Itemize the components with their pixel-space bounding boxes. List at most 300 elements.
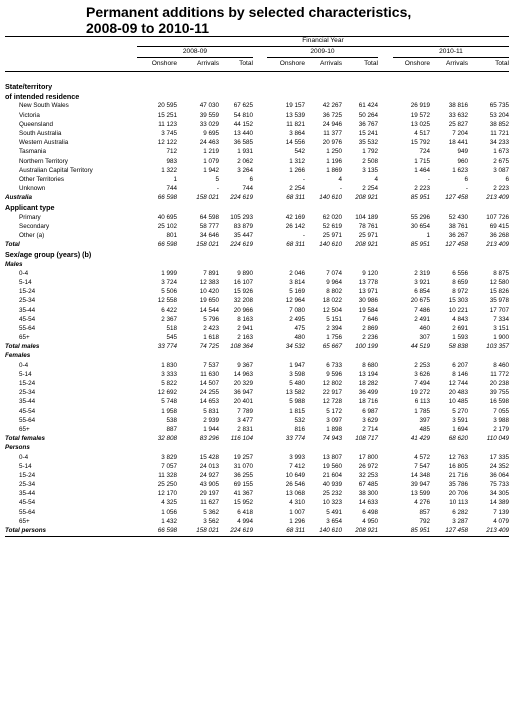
table-cell: 140 610 — [319, 241, 342, 249]
table-row — [5, 508, 509, 517]
table-cell: 34 646 — [199, 232, 219, 239]
table-cell: 480 — [294, 334, 305, 342]
table-cell: 34 532 — [285, 343, 305, 351]
table-cell: 9 596 — [326, 370, 342, 378]
table-cell: 127 458 — [445, 194, 468, 202]
table-cell: 127 458 — [445, 527, 468, 534]
row-label: 15-24 — [19, 288, 36, 296]
table-cell: 26 142 — [285, 222, 305, 230]
table-cell: 5 988 — [289, 398, 305, 406]
table-cell: 6 — [249, 175, 253, 183]
table-cell: 3 598 — [289, 370, 305, 378]
table-cell: 12 558 — [157, 297, 177, 305]
table-cell: 4 843 — [452, 315, 468, 323]
table-cell: 744 — [242, 185, 253, 193]
table-cell: 6 422 — [161, 306, 177, 314]
row-label: Sex/age group (years) (b) — [5, 250, 92, 260]
table-cell: 13 971 — [358, 288, 378, 296]
table-cell: 26 919 — [410, 102, 430, 110]
column-header: Total — [364, 60, 378, 67]
year-group-label: 2008-09 — [182, 48, 208, 55]
table-cell: 20 483 — [448, 389, 468, 397]
table-cell: 67 625 — [233, 102, 253, 110]
table-cell: 1 942 — [203, 166, 219, 174]
table-cell: 10 113 — [449, 499, 468, 507]
table-cell: 1 322 — [161, 166, 177, 174]
row-label: New South Wales — [19, 102, 69, 110]
table-cell: 12 504 — [322, 306, 342, 314]
table-cell: 887 — [166, 425, 177, 433]
table-cell: - — [302, 175, 305, 183]
table-row — [5, 453, 509, 462]
table-cell: 107 726 — [486, 213, 509, 221]
row-label: 55-64 — [19, 416, 36, 424]
table-cell: 6 113 — [414, 398, 430, 406]
table-cell: 22 917 — [322, 389, 342, 397]
row-label: Applicant type — [5, 203, 55, 213]
table-cell: 12 170 — [157, 490, 177, 498]
table-cell: 104 189 — [355, 213, 378, 221]
table-cell: 8 802 — [326, 288, 342, 296]
table-cell: 7 080 — [289, 306, 305, 314]
table-cell: 158 021 — [196, 241, 219, 249]
table-cell: 13 807 — [322, 453, 342, 461]
table-cell: 33 774 — [157, 343, 177, 351]
table-cell: 108 364 — [230, 343, 253, 351]
table-cell: 50 264 — [358, 111, 378, 119]
table-cell: 74 725 — [199, 343, 219, 351]
table-cell: 54 810 — [233, 111, 253, 119]
table-cell: 85 951 — [410, 241, 430, 249]
table-cell: 34 305 — [489, 490, 509, 498]
row-label: Unknown — [19, 185, 46, 193]
table-cell: 4 276 — [414, 499, 430, 507]
rule-line — [267, 57, 378, 58]
row-label: Australian Capital Territory — [19, 166, 93, 174]
column-header: Arrivals — [197, 60, 219, 67]
table-cell: 2 254 — [362, 185, 378, 193]
table-cell: 4 572 — [414, 453, 430, 461]
rule-line — [137, 46, 509, 47]
table-cell: 1 056 — [161, 508, 177, 516]
table-cell: - — [465, 185, 468, 193]
table-cell: 13 599 — [410, 490, 430, 498]
table-cell: 724 — [419, 148, 430, 156]
table-cell: 1 007 — [289, 508, 305, 516]
table-row — [5, 434, 509, 443]
table-cell: 33 029 — [199, 120, 219, 128]
table-cell: 14 507 — [199, 380, 219, 387]
table-cell: 6 207 — [452, 361, 468, 369]
row-label: 15-24 — [19, 471, 36, 479]
table-cell: 3 562 — [203, 517, 219, 525]
table-cell: 2 394 — [326, 324, 342, 332]
table-cell: 158 021 — [196, 194, 219, 202]
table-cell: 24 946 — [322, 120, 342, 128]
table-cell: 108 717 — [355, 435, 378, 443]
table-cell: 58 777 — [199, 222, 219, 230]
table-cell: 24 927 — [199, 471, 219, 479]
table-row — [5, 213, 509, 222]
table-cell: 538 — [166, 416, 177, 424]
table-cell: 10 221 — [448, 306, 468, 314]
table-cell: - — [427, 175, 430, 183]
table-cell: 39 947 — [410, 481, 430, 489]
table-cell: 3 626 — [414, 370, 430, 378]
table-cell: 38 300 — [358, 490, 378, 498]
table-cell: 7 074 — [326, 269, 342, 277]
table-cell: 1 815 — [289, 407, 305, 415]
table-cell: 307 — [419, 334, 430, 342]
table-cell: 20 966 — [233, 306, 253, 314]
table-cell: 65 735 — [489, 102, 509, 110]
table-row — [5, 250, 509, 259]
table-row — [5, 157, 509, 166]
table-cell: 3 829 — [161, 453, 177, 461]
table-cell: 1 250 — [326, 148, 342, 156]
table-cell: 66 598 — [157, 194, 177, 202]
table-cell: 69 155 — [233, 481, 253, 489]
table-cell: 13 440 — [233, 129, 253, 137]
table-cell: 34 233 — [489, 139, 509, 147]
table-cell: 43 905 — [199, 481, 219, 489]
table-cell: 100 199 — [355, 343, 378, 351]
table-cell: 213 409 — [486, 241, 509, 249]
table-cell: 6 282 — [452, 508, 468, 516]
row-label: Queensland — [19, 120, 53, 128]
table-cell: 16 598 — [489, 398, 509, 406]
table-cell: 24 255 — [199, 389, 219, 397]
table-cell: 6 987 — [362, 407, 378, 415]
table-cell: 949 — [457, 148, 468, 156]
table-cell: 105 293 — [230, 213, 253, 221]
table-cell: 19 584 — [358, 306, 378, 314]
table-cell: 8 146 — [452, 370, 468, 378]
table-cell: 8 659 — [452, 278, 468, 286]
row-label: Australia — [5, 194, 32, 202]
table-cell: 1 785 — [414, 407, 430, 415]
table-cell: 24 352 — [489, 462, 509, 470]
table-cell: 18 441 — [448, 139, 468, 147]
table-cell: 36 255 — [233, 471, 253, 479]
table-cell: 19 157 — [285, 102, 305, 110]
row-label: 5-14 — [19, 462, 32, 470]
table-cell: 2 163 — [237, 334, 253, 342]
table-row — [5, 342, 509, 351]
table-row — [5, 315, 509, 324]
table-cell: 75 733 — [489, 481, 509, 489]
table-cell: 64 598 — [199, 213, 219, 221]
table-cell: 15 428 — [199, 453, 219, 461]
table-row — [5, 480, 509, 489]
row-label: Total — [5, 241, 20, 249]
table-cell: 213 409 — [486, 194, 509, 202]
table-cell: 36 767 — [358, 120, 378, 128]
rule-line — [5, 71, 509, 72]
table-cell: 38 816 — [448, 102, 468, 110]
table-cell: 3 287 — [452, 517, 468, 525]
table-row — [5, 370, 509, 379]
table-cell: 2 223 — [414, 185, 430, 193]
column-header: Onshore — [404, 60, 430, 67]
row-label: Males — [5, 260, 23, 268]
table-cell: 2 319 — [414, 269, 430, 277]
table-cell: 25 250 — [157, 481, 177, 489]
row-label: Secondary — [19, 222, 50, 230]
table-cell: 2 508 — [362, 157, 378, 165]
table-cell: 10 420 — [199, 288, 219, 296]
table-cell: 42 169 — [285, 213, 305, 221]
table-cell: 11 328 — [158, 471, 177, 479]
table-cell: - — [302, 232, 305, 239]
table-cell: 19 272 — [410, 389, 430, 397]
table-cell: 5 480 — [289, 380, 305, 387]
table-row — [5, 296, 509, 305]
row-label: 5-14 — [19, 278, 32, 286]
table-cell: 1 266 — [289, 166, 305, 174]
table-cell: 20 675 — [410, 297, 430, 305]
table-cell: - — [339, 185, 342, 193]
table-cell: 36 499 — [358, 389, 378, 397]
table-cell: 3 135 — [362, 166, 378, 174]
table-cell: 30 654 — [410, 222, 430, 230]
table-row — [5, 82, 509, 91]
table-cell: 485 — [419, 425, 430, 433]
table-cell: 13 194 — [358, 370, 378, 378]
table-cell: 13 068 — [285, 490, 305, 498]
table-cell: 1 715 — [414, 157, 430, 165]
table-cell: 2 495 — [289, 315, 305, 323]
table-cell: 15 826 — [489, 288, 509, 296]
table-cell: 29 197 — [199, 490, 219, 498]
table-row — [5, 260, 509, 269]
row-label: 65+ — [19, 517, 30, 525]
table-cell: 3 087 — [493, 166, 509, 174]
row-label: 15-24 — [19, 380, 36, 387]
table-cell: 19 572 — [410, 111, 430, 119]
table-cell: 712 — [166, 148, 177, 156]
table-cell: 14 556 — [285, 139, 305, 147]
table-cell: 545 — [166, 334, 177, 342]
financial-year-label: Financial Year — [302, 37, 344, 44]
table-cell: 960 — [457, 157, 468, 165]
table-cell: 3 333 — [161, 370, 177, 378]
table-cell: 4 517 — [414, 129, 430, 137]
table-cell: 14 653 — [199, 398, 219, 406]
table-cell: 21 604 — [322, 471, 342, 479]
table-cell: 24 013 — [199, 462, 219, 470]
table-cell: 518 — [166, 324, 177, 332]
table-cell: 7 334 — [493, 315, 509, 323]
table-cell: 2 423 — [203, 324, 219, 332]
table-row — [5, 222, 509, 231]
table-cell: 2 046 — [289, 269, 305, 277]
table-cell: 17 800 — [358, 453, 378, 461]
table-cell: 11 377 — [323, 129, 342, 137]
table-cell: 5 — [215, 175, 219, 183]
table-cell: 2 939 — [203, 416, 219, 424]
table-cell: 8 875 — [493, 269, 509, 277]
table-cell: 40 695 — [157, 213, 177, 221]
row-label: 35-44 — [19, 398, 36, 406]
table-cell: 1 196 — [326, 157, 342, 165]
table-cell: 36 725 — [322, 111, 342, 119]
table-cell: 3 814 — [289, 278, 305, 286]
table-cell: 36 268 — [489, 232, 509, 239]
table-cell: 7 494 — [414, 380, 430, 387]
row-label: State/territory — [5, 82, 53, 91]
table-row — [5, 101, 509, 110]
table-cell: 5 822 — [161, 380, 177, 387]
table-cell: 7 891 — [203, 269, 219, 277]
table-cell: 1 618 — [203, 334, 219, 342]
table-cell: 20 401 — [233, 398, 253, 406]
year-group-label: 2010-11 — [439, 48, 463, 55]
table-cell: 16 805 — [448, 462, 468, 470]
row-label: 0-4 — [19, 453, 29, 461]
table-cell: 11 721 — [490, 129, 509, 137]
table-cell: 83 879 — [233, 222, 253, 230]
table-cell: 7 204 — [452, 129, 468, 137]
table-cell: 9 695 — [203, 129, 219, 137]
table-row — [5, 92, 509, 101]
table-row — [5, 166, 509, 175]
table-cell: 2 941 — [237, 324, 253, 332]
row-label: Primary — [19, 213, 41, 221]
table-cell: 3 921 — [414, 278, 430, 286]
table-cell: 3 097 — [326, 416, 342, 424]
table-cell: 1 432 — [161, 517, 177, 525]
table-cell: 13 539 — [285, 111, 305, 119]
table-cell: 66 598 — [157, 527, 177, 534]
table-cell: 19 257 — [233, 453, 253, 461]
table-cell: 33 774 — [285, 435, 305, 443]
table-cell: 47 030 — [199, 102, 219, 110]
table-cell: 15 952 — [233, 499, 253, 507]
row-label: Total males — [5, 343, 40, 351]
row-label: 45-54 — [19, 407, 36, 415]
table-cell: 5 362 — [203, 508, 219, 516]
column-header: Arrivals — [446, 60, 468, 67]
table-cell: 16 107 — [233, 278, 253, 286]
rule-line — [5, 536, 509, 537]
table-cell: 12 580 — [489, 278, 509, 286]
table-cell: 7 139 — [493, 508, 509, 516]
table-cell: 39 559 — [199, 111, 219, 119]
table-cell: 68 311 — [286, 194, 305, 202]
table-cell: 2 831 — [237, 425, 253, 433]
table-row — [5, 231, 509, 240]
table-cell: 55 296 — [410, 213, 430, 221]
table-cell: 11 627 — [200, 499, 219, 507]
table-cell: 12 744 — [448, 380, 468, 387]
table-row — [5, 361, 509, 370]
table-cell: 7 412 — [289, 462, 305, 470]
table-cell: 20 976 — [322, 139, 342, 147]
table-cell: 397 — [419, 416, 430, 424]
table-row — [5, 379, 509, 388]
table-cell: 208 921 — [355, 527, 378, 534]
table-row — [5, 526, 509, 535]
table-cell: 6 733 — [326, 361, 342, 369]
table-cell: 224 619 — [230, 241, 253, 249]
table-cell: 32 208 — [233, 297, 253, 305]
table-row — [5, 129, 509, 138]
table-cell: 24 463 — [199, 139, 219, 147]
table-cell: 1 900 — [493, 334, 509, 342]
table-cell: 1 869 — [326, 166, 342, 174]
table-cell: 12 728 — [322, 398, 342, 406]
table-cell: 3 864 — [289, 129, 305, 137]
row-label: Females — [5, 352, 31, 360]
table-cell: 11 630 — [200, 370, 219, 378]
statistics-table — [5, 36, 509, 535]
row-label: Northern Territory — [19, 157, 68, 165]
table-cell: 61 424 — [358, 102, 378, 110]
table-cell: 224 619 — [230, 194, 253, 202]
table-cell: 1 593 — [452, 334, 468, 342]
row-label: 35-44 — [19, 306, 36, 314]
table-row — [5, 184, 509, 193]
table-row — [5, 269, 509, 278]
table-row — [5, 517, 509, 526]
table-cell: 5 748 — [161, 398, 177, 406]
row-label: Victoria — [19, 111, 40, 119]
row-label: 35-44 — [19, 490, 36, 498]
table-cell: 3 591 — [452, 416, 468, 424]
table-row — [5, 397, 509, 406]
table-cell: 8 163 — [237, 315, 253, 323]
table-cell: 26 972 — [358, 462, 378, 470]
row-label: Persons — [5, 444, 30, 452]
table-row — [5, 287, 509, 296]
table-cell: 1 694 — [452, 425, 468, 433]
table-row — [5, 471, 509, 480]
table-cell: 20 238 — [489, 380, 509, 387]
table-cell: 13 582 — [285, 389, 305, 397]
table-cell: 6 498 — [362, 508, 378, 516]
table-cell: 3 724 — [161, 278, 177, 286]
table-cell: 1 079 — [203, 157, 219, 165]
table-cell: 40 939 — [322, 481, 342, 489]
table-row — [5, 138, 509, 147]
table-cell: 39 755 — [489, 389, 509, 397]
table-cell: 983 — [166, 157, 177, 165]
table-cell: 25 102 — [157, 222, 177, 230]
row-label: Tasmania — [19, 148, 46, 156]
table-cell: 7 547 — [414, 462, 430, 470]
table-cell: 18 716 — [358, 398, 378, 406]
column-header: Arrivals — [320, 60, 342, 67]
table-cell: 25 971 — [358, 232, 378, 239]
table-cell: 2 062 — [237, 157, 253, 165]
table-cell: 5 796 — [203, 315, 219, 323]
table-cell: 38 761 — [448, 222, 468, 230]
table-cell: 35 447 — [233, 232, 253, 239]
table-cell: 32 253 — [358, 471, 378, 479]
table-row — [5, 120, 509, 129]
table-cell: 3 988 — [493, 416, 509, 424]
table-row — [5, 489, 509, 498]
column-header: Total — [239, 60, 253, 67]
table-cell: 9 367 — [237, 361, 253, 369]
table-cell: 4 079 — [493, 517, 509, 525]
table-cell: 2 367 — [161, 315, 177, 323]
table-cell: 83 296 — [199, 435, 219, 443]
table-cell: 15 251 — [157, 111, 177, 119]
table-cell: 52 619 — [322, 222, 342, 230]
table-cell: 140 610 — [319, 194, 342, 202]
